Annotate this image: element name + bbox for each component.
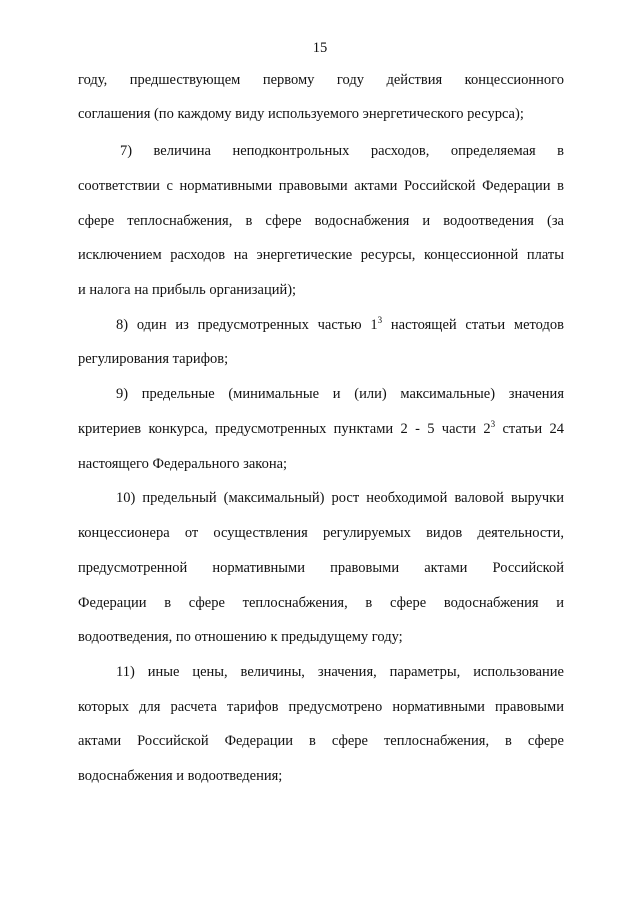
- text-line: и налога на прибыль организаций);: [78, 282, 297, 298]
- text-line: соглашения (по каждому виду используемого энергетического ресурса);: [78, 106, 524, 122]
- text-line: исключением расходов на энергетические ресурсы, концессионной платы: [78, 247, 564, 263]
- text-line: концессионера от осуществления регулируемых видов деятельности,: [78, 525, 564, 541]
- text-line: соответствии с нормативными правовыми актами Российской Федерации в: [78, 178, 564, 194]
- text-line: [78, 420, 564, 438]
- text-fragment: 8) один из предусмотренных частью 1: [116, 317, 378, 333]
- page-number: 15: [312, 40, 328, 56]
- text-line: 10) предельный (максимальный) рост необходимой валовой выручки: [116, 490, 564, 506]
- text-line: водоотведения, по отношению к предыдущему году;: [78, 629, 403, 645]
- text-fragment: настоящей статьи методов: [382, 317, 564, 333]
- text-fragment: статьи 24: [495, 421, 564, 437]
- text-line: [116, 316, 564, 334]
- text-line: регулирования тарифов;: [78, 351, 229, 367]
- text-line: году, предшествующем первому году действия концессионного: [78, 72, 564, 88]
- text-line: предусмотренной нормативными правовыми актами Российской: [78, 560, 564, 576]
- text-line: актами Российской Федерации в сфере теплоснабжения, в сфере: [78, 733, 564, 749]
- text-line: Федерации в сфере теплоснабжения, в сфере водоснабжения и: [78, 595, 564, 611]
- text-fragment: критериев конкурса, предусмотренных пунктами 2 - 5 части 2: [78, 421, 491, 437]
- text-line: которых для расчета тарифов предусмотрено нормативными правовыми: [78, 699, 564, 715]
- text-line: водоснабжения и водоотведения;: [78, 768, 283, 784]
- text-line: 11) иные цены, величины, значения, параметры, использование: [116, 664, 564, 680]
- superscript: 3: [490, 419, 496, 430]
- text-line: сфере теплоснабжения, в сфере водоснабжения и водоотведения (за: [78, 213, 564, 229]
- text-line: 7) величина неподконтрольных расходов, определяемая в: [120, 143, 564, 159]
- superscript: 3: [377, 315, 383, 326]
- text-line: настоящего Федерального закона;: [78, 456, 288, 472]
- text-line: 9) предельные (минимальные и (или) максимальные) значения: [116, 386, 564, 402]
